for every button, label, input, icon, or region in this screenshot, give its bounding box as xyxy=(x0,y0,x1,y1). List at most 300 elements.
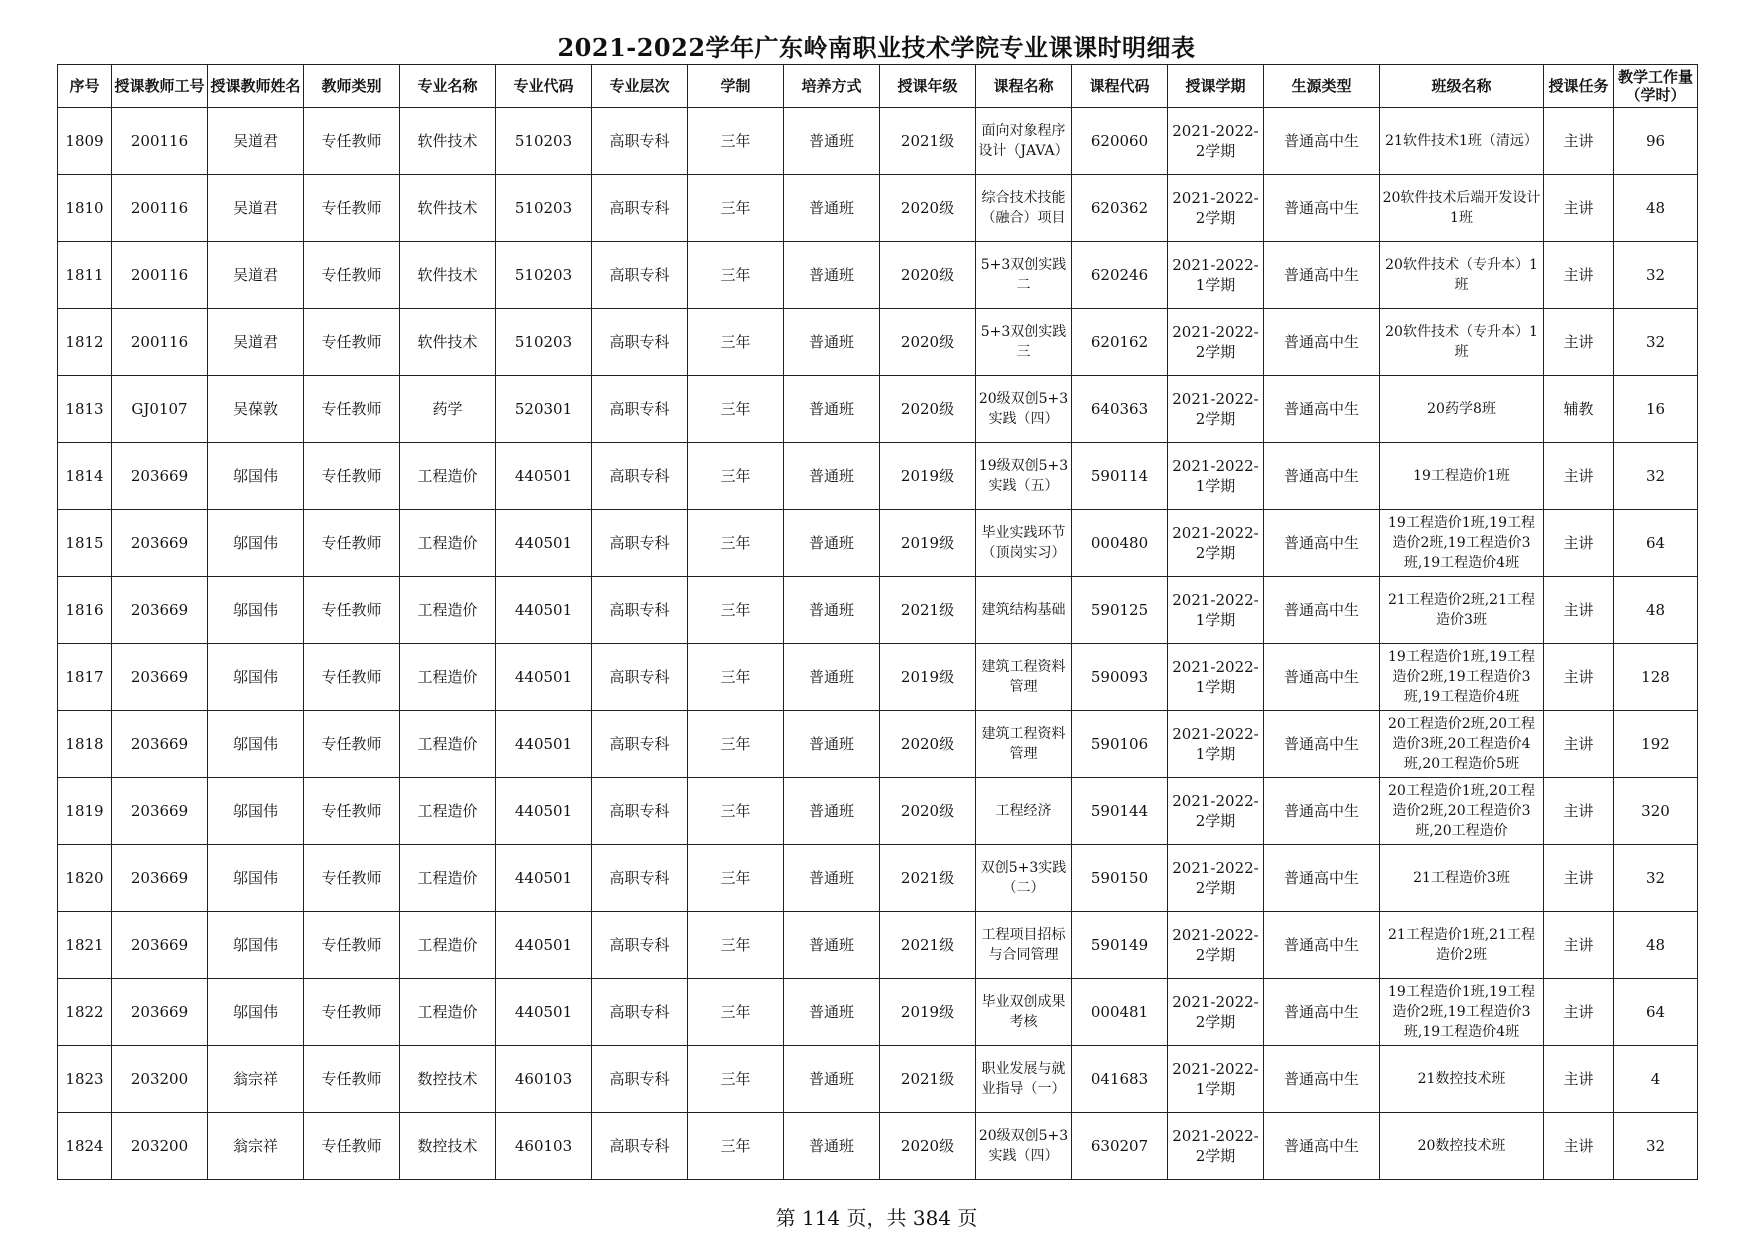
cell-text: 普通班 xyxy=(808,1003,854,1021)
table-cell xyxy=(1544,175,1614,242)
table-cell xyxy=(496,175,592,242)
table-cell xyxy=(976,108,1072,175)
table-cell xyxy=(1544,309,1614,376)
cell-text: 主讲 xyxy=(1563,132,1594,150)
cell-text: 20软件技术（专升本）1班 xyxy=(1385,324,1538,360)
cell-text: 2021级 xyxy=(900,936,955,954)
cell-text: 工程造价 xyxy=(417,936,478,954)
cell-text: 2020级 xyxy=(900,333,955,351)
table-cell xyxy=(1168,644,1264,711)
table-cell xyxy=(208,711,304,778)
cell-text: 620060 xyxy=(1090,132,1149,150)
table-cell xyxy=(1614,1113,1698,1180)
cell-text: 普通班 xyxy=(808,735,854,753)
table-cell xyxy=(592,175,688,242)
cell-text: 专任教师 xyxy=(321,1070,382,1088)
table-cell xyxy=(1614,242,1698,309)
cell-text: 2019级 xyxy=(900,467,955,485)
table-cell xyxy=(592,309,688,376)
table-cell xyxy=(496,912,592,979)
table-cell xyxy=(784,912,880,979)
table-cell xyxy=(880,577,976,644)
table-cell xyxy=(1544,711,1614,778)
cell-text: 普通高中生 xyxy=(1283,400,1359,418)
cell-text: 000480 xyxy=(1090,534,1149,552)
table-row xyxy=(58,175,1698,242)
table-cell xyxy=(1614,108,1698,175)
table-cell xyxy=(208,309,304,376)
table-cell xyxy=(880,778,976,845)
column-header: 授课学期 xyxy=(1168,65,1264,108)
table-cell xyxy=(58,979,112,1046)
cell-text: 吴葆敦 xyxy=(232,400,278,418)
cell-text: 综合技术技能（融合）项目 xyxy=(981,190,1066,226)
table-cell xyxy=(304,108,400,175)
cell-text: 590093 xyxy=(1090,668,1149,686)
cell-text: 普通班 xyxy=(808,467,854,485)
cell-text: 高职专科 xyxy=(609,467,670,485)
cell-text: 翁宗祥 xyxy=(232,1137,278,1155)
cell-text: 药学 xyxy=(432,400,463,418)
table-cell xyxy=(400,979,496,1046)
table-cell xyxy=(400,711,496,778)
table-cell xyxy=(496,778,592,845)
table-cell xyxy=(496,510,592,577)
cell-text: 4 xyxy=(1650,1070,1661,1088)
cell-text: 203669 xyxy=(130,936,189,954)
cell-text: 普通班 xyxy=(808,534,854,552)
table-cell xyxy=(592,644,688,711)
cell-text: 三年 xyxy=(720,802,751,820)
table-cell xyxy=(304,979,400,1046)
table-cell xyxy=(58,510,112,577)
table-cell xyxy=(1168,778,1264,845)
column-header: 培养方式 xyxy=(784,65,880,108)
cell-text: 主讲 xyxy=(1563,534,1594,552)
cell-text: 主讲 xyxy=(1563,869,1594,887)
cell-text: 2021级 xyxy=(900,132,955,150)
cell-text: 三年 xyxy=(720,534,751,552)
table-cell xyxy=(112,242,208,309)
cell-text: 三年 xyxy=(720,1070,751,1088)
cell-text: 普通高中生 xyxy=(1283,132,1359,150)
cell-text: 高职专科 xyxy=(609,199,670,217)
cell-text: 21数控技术班 xyxy=(1417,1071,1506,1087)
table-row xyxy=(58,443,1698,510)
table-cell xyxy=(1614,443,1698,510)
table-cell xyxy=(112,1046,208,1113)
cell-text: 2021级 xyxy=(900,601,955,619)
cell-text: 吴道君 xyxy=(232,333,278,351)
table-cell xyxy=(1380,979,1544,1046)
cell-text: 普通班 xyxy=(808,199,854,217)
cell-text: 19工程造价1班,19工程造价2班,19工程造价3班,19工程造价4班 xyxy=(1388,984,1535,1040)
cell-text: 专任教师 xyxy=(321,601,382,619)
cell-text: 双创5+3实践（二） xyxy=(980,860,1067,896)
cell-text: 邬国伟 xyxy=(232,467,278,485)
table-cell xyxy=(976,242,1072,309)
table-cell xyxy=(1380,175,1544,242)
cell-text: 2021-2022-2学期 xyxy=(1172,189,1259,227)
cell-text: 普通高中生 xyxy=(1283,534,1359,552)
cell-text: 三年 xyxy=(720,869,751,887)
cell-text: 工程造价 xyxy=(417,869,478,887)
table-cell xyxy=(880,443,976,510)
cell-text: 2020级 xyxy=(900,735,955,753)
table-cell xyxy=(496,711,592,778)
cell-text: 普通班 xyxy=(808,601,854,619)
column-header: 班级名称 xyxy=(1380,65,1544,108)
table-cell xyxy=(496,644,592,711)
cell-text: 主讲 xyxy=(1563,936,1594,954)
table-cell xyxy=(400,778,496,845)
table-cell xyxy=(58,175,112,242)
cell-text: 19工程造价1班,19工程造价2班,19工程造价3班,19工程造价4班 xyxy=(1388,515,1535,571)
table-cell xyxy=(496,979,592,1046)
cell-text: 吴道君 xyxy=(232,199,278,217)
table-cell xyxy=(1614,577,1698,644)
table-cell xyxy=(1072,443,1168,510)
table-cell xyxy=(688,175,784,242)
cell-text: 高职专科 xyxy=(609,735,670,753)
table-cell xyxy=(1544,644,1614,711)
table-cell xyxy=(496,1113,592,1180)
table-cell xyxy=(784,845,880,912)
cell-text: 邬国伟 xyxy=(232,601,278,619)
cell-text: 440501 xyxy=(514,869,573,887)
cell-text: 专任教师 xyxy=(321,735,382,753)
table-cell xyxy=(784,1113,880,1180)
cell-text: 邬国伟 xyxy=(232,735,278,753)
table-cell xyxy=(1168,845,1264,912)
cell-text: 440501 xyxy=(514,601,573,619)
table-cell xyxy=(1072,376,1168,443)
table-cell xyxy=(1614,644,1698,711)
table-cell xyxy=(1264,1113,1380,1180)
table-row xyxy=(58,510,1698,577)
cell-text: 工程造价 xyxy=(417,735,478,753)
table-cell xyxy=(1168,309,1264,376)
table-cell xyxy=(208,242,304,309)
table-row xyxy=(58,644,1698,711)
cell-text: 440501 xyxy=(514,1003,573,1021)
cell-text: 三年 xyxy=(720,467,751,485)
table-cell xyxy=(688,510,784,577)
column-header: 授课任务 xyxy=(1544,65,1614,108)
column-header: 授课年级 xyxy=(880,65,976,108)
cell-text: 邬国伟 xyxy=(232,936,278,954)
cell-text: 590150 xyxy=(1090,869,1149,887)
table-cell xyxy=(1072,979,1168,1046)
table-cell xyxy=(1614,778,1698,845)
table-cell xyxy=(496,1046,592,1113)
table-cell xyxy=(58,1046,112,1113)
cell-text: 高职专科 xyxy=(609,802,670,820)
cell-text: 96 xyxy=(1645,132,1666,150)
table-cell xyxy=(1264,108,1380,175)
table-cell xyxy=(880,309,976,376)
cell-text: 21软件技术1班（清远） xyxy=(1385,133,1538,149)
table-cell xyxy=(880,644,976,711)
table-cell xyxy=(400,1046,496,1113)
table-cell xyxy=(1168,912,1264,979)
cell-text: 三年 xyxy=(720,132,751,150)
cell-text: 普通高中生 xyxy=(1283,333,1359,351)
column-header: 专业名称 xyxy=(400,65,496,108)
table-cell xyxy=(1168,175,1264,242)
cell-text: 440501 xyxy=(514,735,573,753)
table-cell xyxy=(400,577,496,644)
table-cell xyxy=(496,309,592,376)
cell-text: 1821 xyxy=(65,936,104,954)
table-cell xyxy=(688,108,784,175)
cell-text: 203669 xyxy=(130,869,189,887)
table-cell xyxy=(1264,175,1380,242)
cell-text: 1809 xyxy=(65,132,104,150)
cell-text: 20工程造价2班,20工程造价3班,20工程造价4班,20工程造价5班 xyxy=(1388,716,1535,772)
cell-text: 主讲 xyxy=(1563,1003,1594,1021)
table-cell xyxy=(58,644,112,711)
table-cell xyxy=(112,376,208,443)
table-cell xyxy=(1544,242,1614,309)
cell-text: 普通班 xyxy=(808,936,854,954)
table-cell xyxy=(400,108,496,175)
table-cell xyxy=(688,778,784,845)
table-cell xyxy=(1072,711,1168,778)
table-cell xyxy=(1168,1113,1264,1180)
cell-text: 041683 xyxy=(1090,1070,1149,1088)
table-cell xyxy=(976,309,1072,376)
table-cell xyxy=(1380,577,1544,644)
cell-text: 2021-2022-2学期 xyxy=(1172,390,1259,428)
cell-text: 20药学8班 xyxy=(1427,401,1496,417)
table-cell xyxy=(592,845,688,912)
cell-text: 203200 xyxy=(130,1070,189,1088)
table-cell xyxy=(592,778,688,845)
table-cell xyxy=(1544,778,1614,845)
cell-text: 邬国伟 xyxy=(232,802,278,820)
cell-text: 吴道君 xyxy=(232,266,278,284)
table-cell xyxy=(688,912,784,979)
table-cell xyxy=(688,644,784,711)
table-cell xyxy=(688,979,784,1046)
table-cell xyxy=(1614,376,1698,443)
cell-text: 510203 xyxy=(514,333,573,351)
table-cell xyxy=(58,711,112,778)
cell-text: 200116 xyxy=(130,266,189,284)
table-cell xyxy=(1264,443,1380,510)
table-cell xyxy=(400,175,496,242)
table-cell xyxy=(304,376,400,443)
cell-text: 毕业实践环节（顶岗实习） xyxy=(981,525,1066,561)
table-cell xyxy=(976,577,1072,644)
cell-text: 21工程造价1班,21工程造价2班 xyxy=(1388,927,1535,963)
cell-text: 专任教师 xyxy=(321,668,382,686)
cell-text: 590149 xyxy=(1090,936,1149,954)
cell-text: 专任教师 xyxy=(321,199,382,217)
cell-text: 203669 xyxy=(130,534,189,552)
table-cell xyxy=(208,644,304,711)
cell-text: 主讲 xyxy=(1563,735,1594,753)
table-cell xyxy=(304,912,400,979)
table-cell xyxy=(1264,577,1380,644)
table-cell xyxy=(1264,376,1380,443)
cell-text: 主讲 xyxy=(1563,802,1594,820)
table-row xyxy=(58,242,1698,309)
cell-text: 专任教师 xyxy=(321,802,382,820)
table-cell xyxy=(976,711,1072,778)
cell-text: 2019级 xyxy=(900,668,955,686)
cell-text: 440501 xyxy=(514,936,573,954)
cell-text: 640363 xyxy=(1090,400,1149,418)
cell-text: 专任教师 xyxy=(321,132,382,150)
cell-text: 2021-2022-2学期 xyxy=(1172,323,1259,361)
cell-text: 专任教师 xyxy=(321,936,382,954)
table-cell xyxy=(592,577,688,644)
table-cell xyxy=(496,242,592,309)
cell-text: 三年 xyxy=(720,601,751,619)
cell-text: 主讲 xyxy=(1563,199,1594,217)
cell-text: 辅教 xyxy=(1563,400,1594,418)
cell-text: 建筑工程资料管理 xyxy=(981,726,1066,762)
table-cell xyxy=(1544,1113,1614,1180)
cell-text: 高职专科 xyxy=(609,668,670,686)
table-cell xyxy=(58,1113,112,1180)
cell-text: 590106 xyxy=(1090,735,1149,753)
cell-text: 工程经济 xyxy=(995,803,1052,819)
cell-text: 普通高中生 xyxy=(1283,1070,1359,1088)
cell-text: 203669 xyxy=(130,802,189,820)
table-cell xyxy=(1168,108,1264,175)
table-cell xyxy=(1544,979,1614,1046)
cell-text: 工程造价 xyxy=(417,601,478,619)
table-cell xyxy=(784,242,880,309)
cell-text: 590125 xyxy=(1090,601,1149,619)
cell-text: 200116 xyxy=(130,132,189,150)
cell-text: 三年 xyxy=(720,735,751,753)
cell-text: 翁宗祥 xyxy=(232,1070,278,1088)
table-row xyxy=(58,711,1698,778)
table-cell xyxy=(304,711,400,778)
table-cell xyxy=(304,778,400,845)
cell-text: 203669 xyxy=(130,668,189,686)
table-cell xyxy=(1614,175,1698,242)
table-cell xyxy=(1544,912,1614,979)
cell-text: 专任教师 xyxy=(321,1137,382,1155)
cell-text: 1820 xyxy=(65,869,104,887)
cell-text: 460103 xyxy=(514,1137,573,1155)
table-row xyxy=(58,778,1698,845)
cell-text: 128 xyxy=(1641,668,1670,686)
cell-text: 主讲 xyxy=(1563,266,1594,284)
table-cell xyxy=(688,443,784,510)
cell-text: 普通班 xyxy=(808,668,854,686)
cell-text: 2021-2022-2学期 xyxy=(1172,122,1259,160)
table-cell xyxy=(400,644,496,711)
cell-text: 面向对象程序设计（JAVA） xyxy=(978,123,1069,159)
table-cell xyxy=(1264,644,1380,711)
cell-text: 毕业双创成果考核 xyxy=(981,994,1066,1030)
cell-text: 590114 xyxy=(1090,467,1149,485)
cell-text: 2019级 xyxy=(900,534,955,552)
table-row xyxy=(58,979,1698,1046)
column-header: 生源类型 xyxy=(1264,65,1380,108)
cell-text: 普通班 xyxy=(808,333,854,351)
table-cell xyxy=(1380,912,1544,979)
cell-text: 510203 xyxy=(514,266,573,284)
table-cell xyxy=(208,1113,304,1180)
table-cell xyxy=(880,510,976,577)
table-cell xyxy=(688,577,784,644)
column-header: 课程代码 xyxy=(1072,65,1168,108)
cell-text: 三年 xyxy=(720,400,751,418)
table-cell xyxy=(592,979,688,1046)
table-row xyxy=(58,1113,1698,1180)
cell-text: 2020级 xyxy=(900,266,955,284)
table-cell xyxy=(1614,1046,1698,1113)
table-cell xyxy=(1380,309,1544,376)
cell-text: 专任教师 xyxy=(321,869,382,887)
cell-text: 软件技术 xyxy=(417,132,478,150)
cell-text: 高职专科 xyxy=(609,266,670,284)
cell-text: 数控技术 xyxy=(417,1070,478,1088)
cell-text: 20级双创5+3实践（四） xyxy=(978,391,1069,427)
table-cell xyxy=(880,912,976,979)
table-cell xyxy=(400,242,496,309)
cell-text: 21工程造价3班 xyxy=(1413,870,1510,886)
table-body xyxy=(58,108,1698,1180)
cell-text: 2020级 xyxy=(900,802,955,820)
cell-text: 2019级 xyxy=(900,1003,955,1021)
table-cell xyxy=(1264,845,1380,912)
cell-text: 工程造价 xyxy=(417,534,478,552)
table-cell xyxy=(1168,577,1264,644)
cell-text: 主讲 xyxy=(1563,1070,1594,1088)
cell-text: 普通高中生 xyxy=(1283,735,1359,753)
cell-text: 2020级 xyxy=(900,199,955,217)
cell-text: 510203 xyxy=(514,132,573,150)
table-cell xyxy=(112,711,208,778)
cell-text: 1824 xyxy=(65,1137,104,1155)
table-cell xyxy=(208,778,304,845)
table-cell xyxy=(592,510,688,577)
table-cell xyxy=(688,1113,784,1180)
table-cell xyxy=(208,175,304,242)
cell-text: 主讲 xyxy=(1563,333,1594,351)
cell-text: 软件技术 xyxy=(417,333,478,351)
table-row xyxy=(58,577,1698,644)
table-cell xyxy=(976,644,1072,711)
table-cell xyxy=(784,309,880,376)
cell-text: 20工程造价1班,20工程造价2班,20工程造价3班,20工程造价 xyxy=(1388,783,1535,839)
table-cell xyxy=(1380,242,1544,309)
cell-text: 2020级 xyxy=(900,1137,955,1155)
table-cell xyxy=(208,1046,304,1113)
cell-text: 普通高中生 xyxy=(1283,199,1359,217)
cell-text: 48 xyxy=(1645,199,1666,217)
table-cell xyxy=(1264,912,1380,979)
table-row xyxy=(58,309,1698,376)
table-cell xyxy=(1072,912,1168,979)
column-header: 课程名称 xyxy=(976,65,1072,108)
cell-text: 1822 xyxy=(65,1003,104,1021)
cell-text: 普通高中生 xyxy=(1283,936,1359,954)
cell-text: 2021级 xyxy=(900,869,955,887)
table-cell xyxy=(58,778,112,845)
cell-text: 普通高中生 xyxy=(1283,1137,1359,1155)
cell-text: 工程造价 xyxy=(417,668,478,686)
cell-text: 1818 xyxy=(65,735,104,753)
